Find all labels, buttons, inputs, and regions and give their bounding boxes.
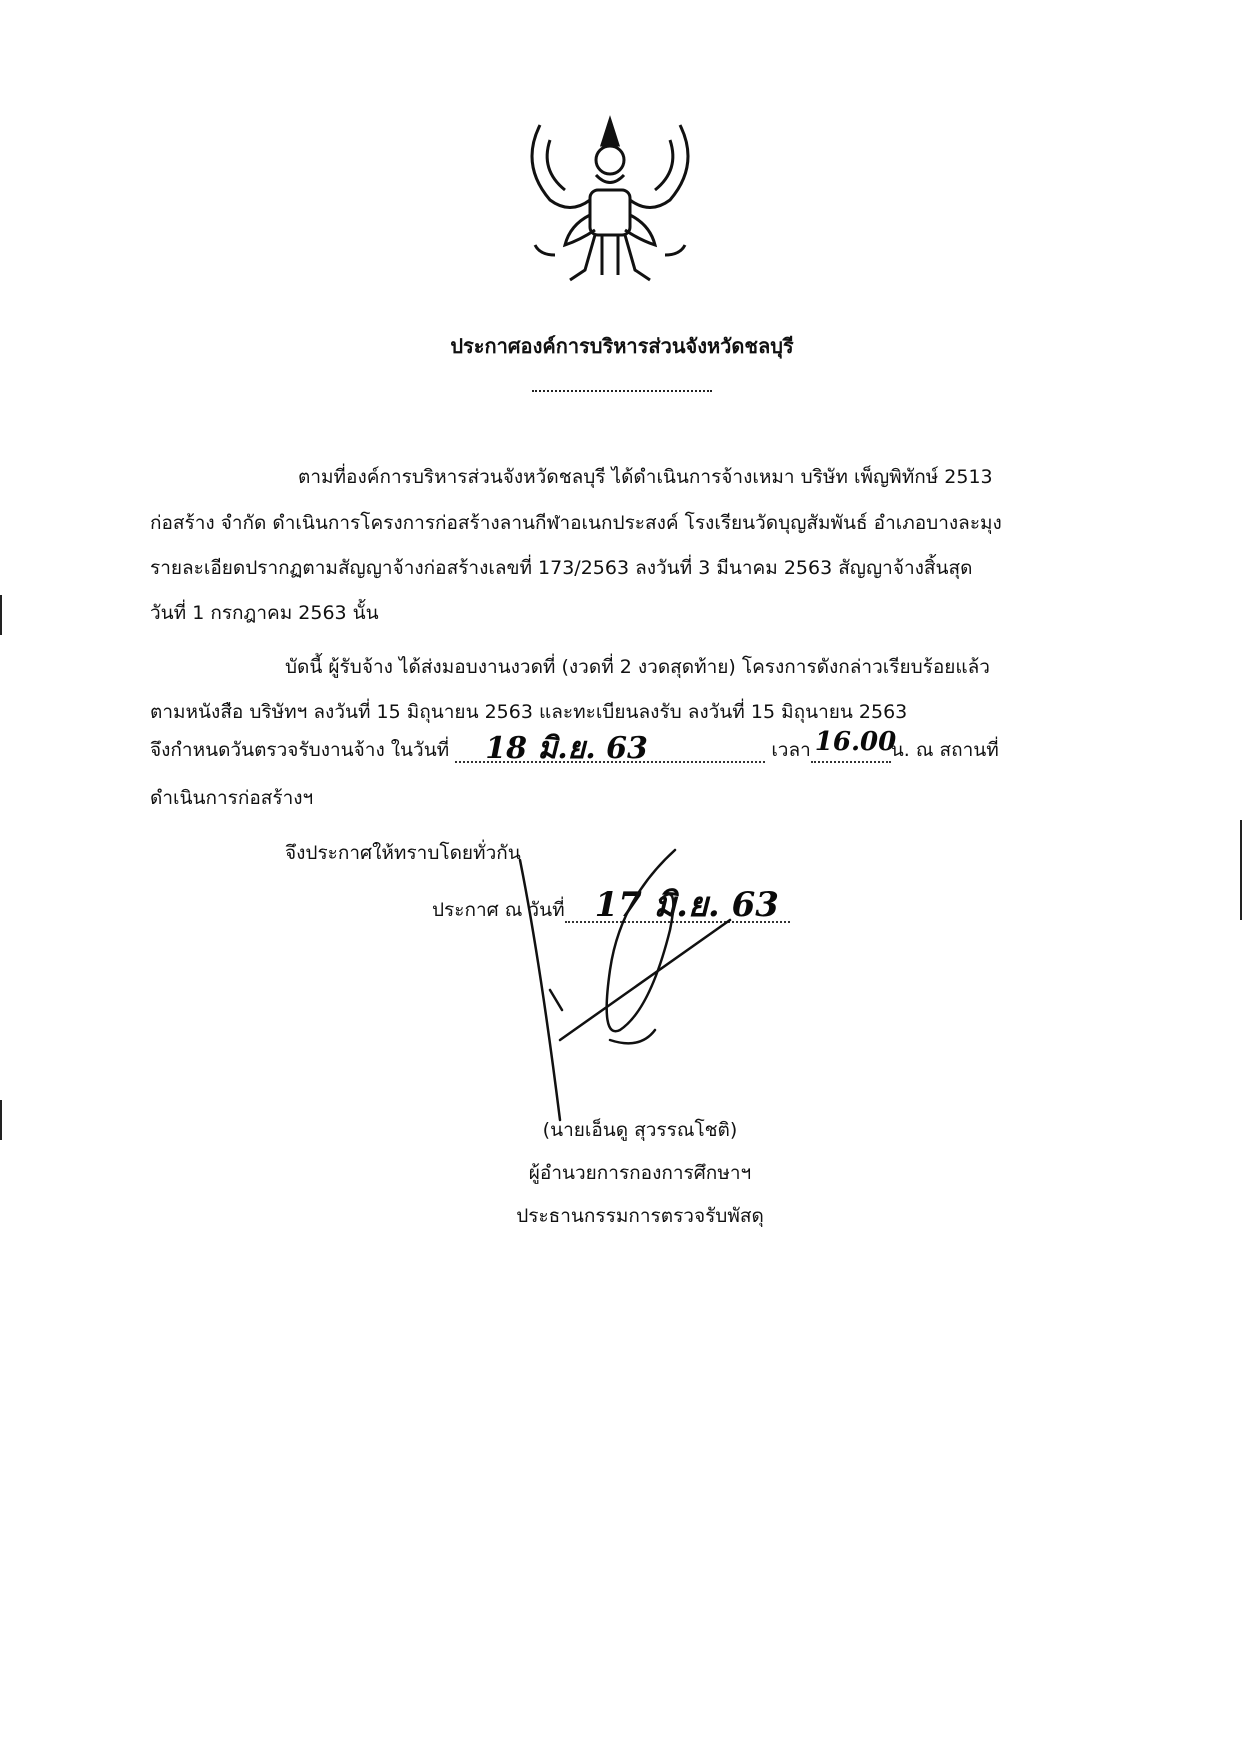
scan-margin-mark: [1240, 820, 1242, 920]
scan-margin-mark: [0, 1100, 2, 1140]
time-prefix: เวลา: [771, 739, 811, 761]
handwritten-signature: [500, 840, 880, 1140]
paragraph-1-line-2: ก่อสร้าง จำกัด ดำเนินการโครงการก่อสร้างลานกีฬาอเนกประสงค์ โรงเรียนวัดบุญสัมพันธ์ อำเภอบางละมุง: [150, 512, 1002, 534]
paragraph-1-line-3: รายละเอียดปรากฏตามสัญญาจ้างก่อสร้างเลขที่ 173/2563 ลงวันที่ 3 มีนาคม 2563 สัญญาจ้างสิ้นสุด: [150, 557, 973, 579]
signatory-position: ผู้อำนวยการกองการศึกษาฯ: [528, 1162, 752, 1184]
scan-margin-mark: [0, 595, 2, 635]
page-title: ประกาศองค์การบริหารส่วนจังหวัดชลบุรี: [450, 334, 794, 358]
inspection-prefix: จึงกำหนดวันตรวจรับงานจ้าง ในวันที่: [150, 739, 450, 761]
time-suffix: น. ณ สถานที่: [890, 739, 999, 761]
inspection-date-handwritten: 18 มิ.ย. 63: [485, 731, 648, 766]
paragraph-2-line-1: บัดนี้ ผู้รับจ้าง ได้ส่งมอบงานงวดที่ (งวดที่ 2 งวดสุดท้าย) โครงการดังกล่าวเรียบร้อยแล้ว: [285, 656, 990, 678]
inspection-line-2: ดำเนินการก่อสร้างฯ: [150, 787, 314, 809]
paragraph-2-line-2: ตามหนังสือ บริษัทฯ ลงวันที่ 15 มิถุนายน 2563 และทะเบียนลงรับ ลงวันที่ 15 มิถุนายน 2563: [150, 701, 908, 723]
time-field: [811, 727, 897, 763]
signatory-name: (นายเอ็นดู สุวรรณโชติ): [542, 1119, 738, 1141]
inspection-date-field: [455, 731, 765, 766]
paragraph-1-line-4: วันที่ 1 กรกฎาคม 2563 นั้น: [150, 602, 379, 624]
inspection-date-line: [150, 727, 999, 766]
announced-date-handwritten: 17 มิ.ย. 63: [594, 885, 779, 925]
signatory-role: ประธานกรรมการตรวจรับพัสดุ: [516, 1205, 764, 1227]
paragraph-1-line-1: ตามที่องค์การบริหารส่วนจังหวัดชลบุรี ได้ดำเนินการจ้างเหมา บริษัท เพ็ญพิทักษ์ 2513: [298, 466, 993, 488]
garuda-emblem-icon: [510, 105, 710, 305]
announce-text: จึงประกาศให้ทราบโดยทั่วกัน: [285, 842, 521, 864]
time-handwritten: 16.00: [814, 727, 897, 757]
announced-prefix: ประกาศ ณ วันที่: [432, 899, 565, 921]
title-divider: [532, 390, 712, 392]
